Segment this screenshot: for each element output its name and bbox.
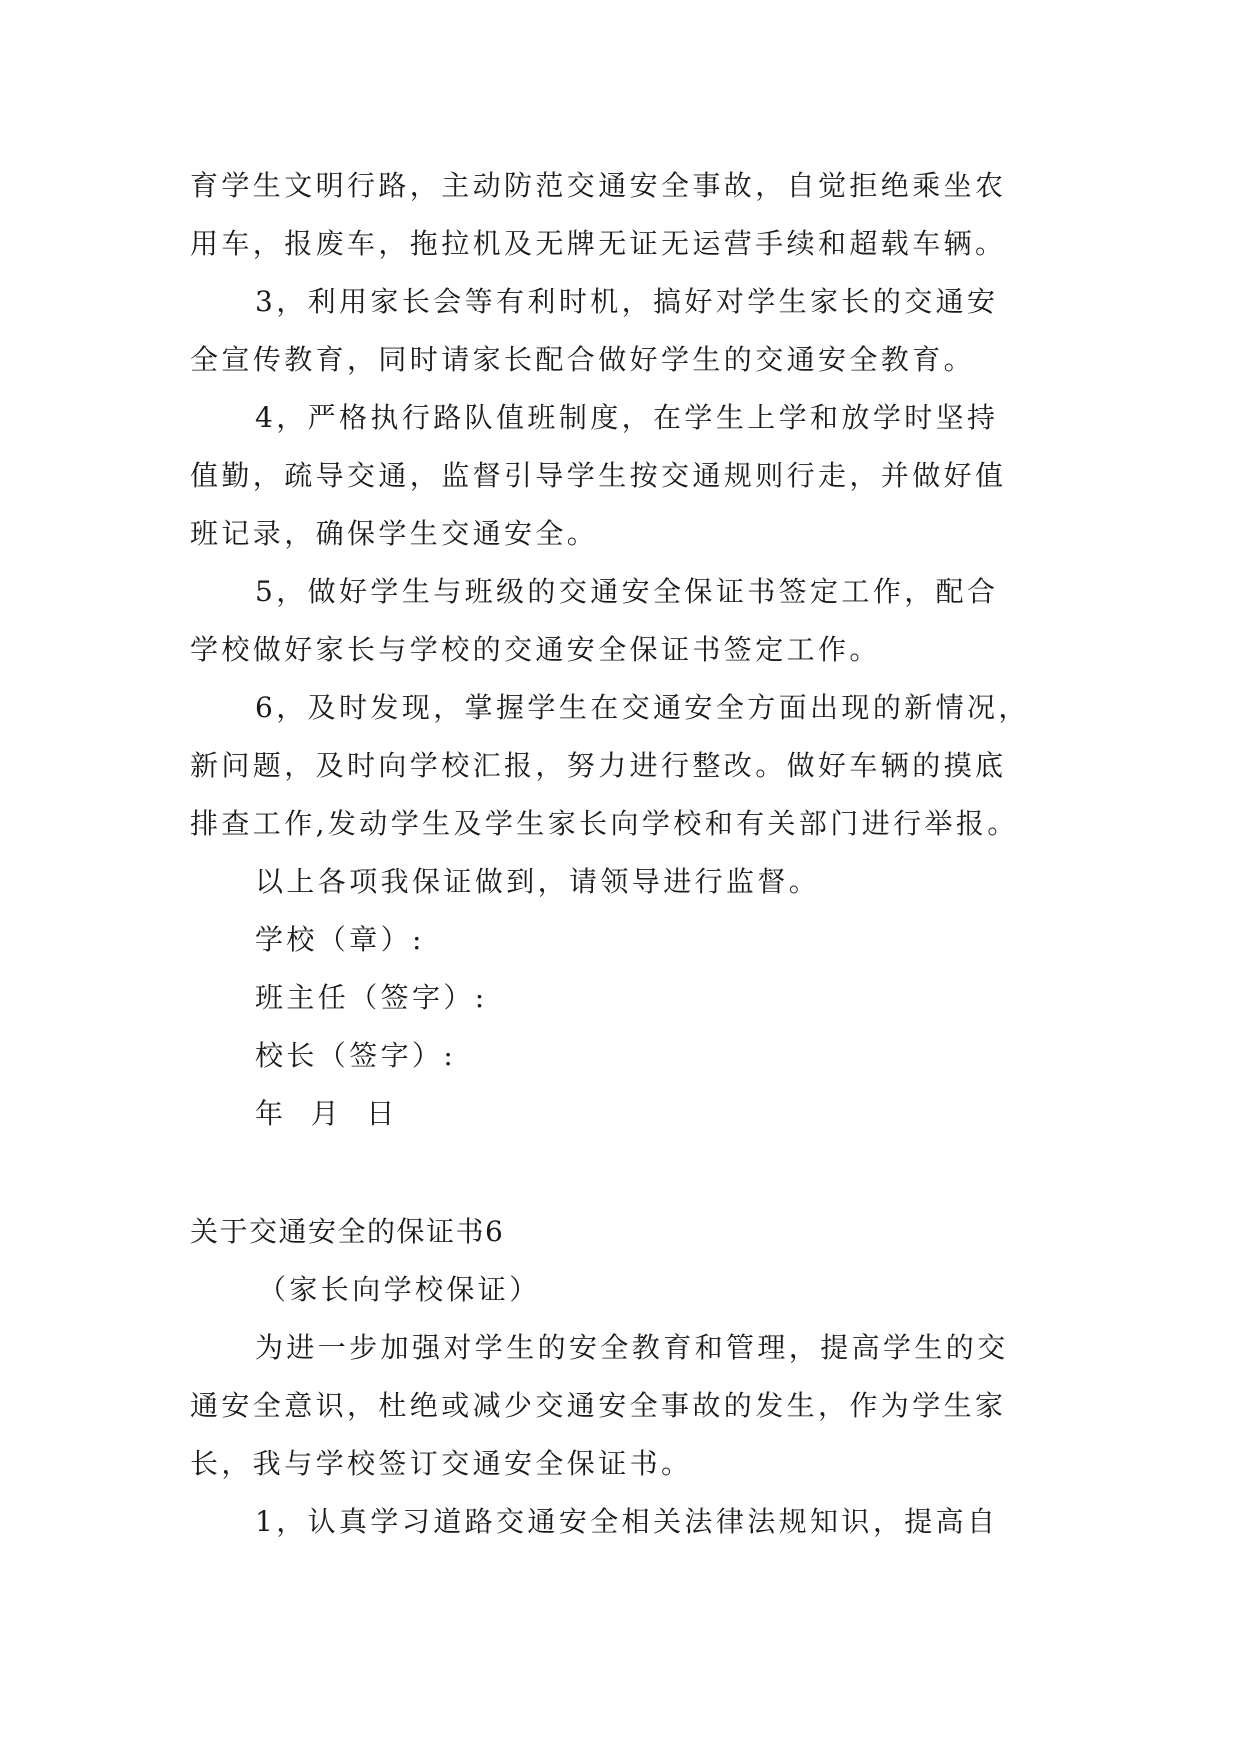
date-line: 年 月 日 bbox=[255, 1097, 398, 1130]
text-line: 长，我与学校签订交通安全保证书。 bbox=[190, 1447, 693, 1480]
text-line: 值勤，疏导交通，监督引导学生按交通规则行走，并做好值 bbox=[190, 459, 1007, 492]
text-line: 以上各项我保证做到，请领导进行监督。 bbox=[255, 865, 821, 898]
section-subtitle: （家长向学校保证） bbox=[258, 1273, 541, 1306]
text-line: 通安全意识，杜绝或减少交通安全事故的发生，作为学生家 bbox=[190, 1389, 1007, 1422]
text-line: 5，做好学生与班级的交通安全保证书签定工作，配合 bbox=[255, 575, 999, 608]
text-line: 3，利用家长会等有利时机，搞好对学生家长的交通安 bbox=[255, 285, 999, 318]
text-line: 6，及时发现，掌握学生在交通安全方面出现的新情况， bbox=[255, 691, 1030, 724]
signature-label-teacher: 班主任（签字）: bbox=[255, 981, 488, 1014]
section-title: 关于交通安全的保证书6 bbox=[190, 1215, 505, 1248]
text-line: 用车，报废车，拖拉机及无牌无证无运营手续和超载车辆。 bbox=[190, 227, 1007, 260]
text-line: 班记录，确保学生交通安全。 bbox=[190, 517, 599, 550]
text-line: 排查工作,发动学生及学生家长向学校和有关部门进行举报。 bbox=[190, 807, 1019, 840]
text-line: 新问题，及时向学校汇报，努力进行整改。做好车辆的摸底 bbox=[190, 749, 1007, 782]
text-line: 学校做好家长与学校的交通安全保证书签定工作。 bbox=[190, 633, 881, 666]
text-line: 全宣传教育，同时请家长配合做好学生的交通安全教育。 bbox=[190, 343, 976, 376]
text-line: 4，严格执行路队值班制度，在学生上学和放学时坚持 bbox=[255, 401, 999, 434]
text-line: 为进一步加强对学生的安全教育和管理，提高学生的交 bbox=[255, 1331, 1009, 1364]
signature-label-principal: 校长（签字）: bbox=[255, 1039, 457, 1072]
text-line: 育学生文明行路，主动防范交通安全事故，自觉拒绝乘坐农 bbox=[190, 169, 1007, 202]
signature-label-school: 学校（章）: bbox=[255, 923, 425, 956]
text-line: 1，认真学习道路交通安全相关法律法规知识，提高自 bbox=[255, 1505, 999, 1538]
